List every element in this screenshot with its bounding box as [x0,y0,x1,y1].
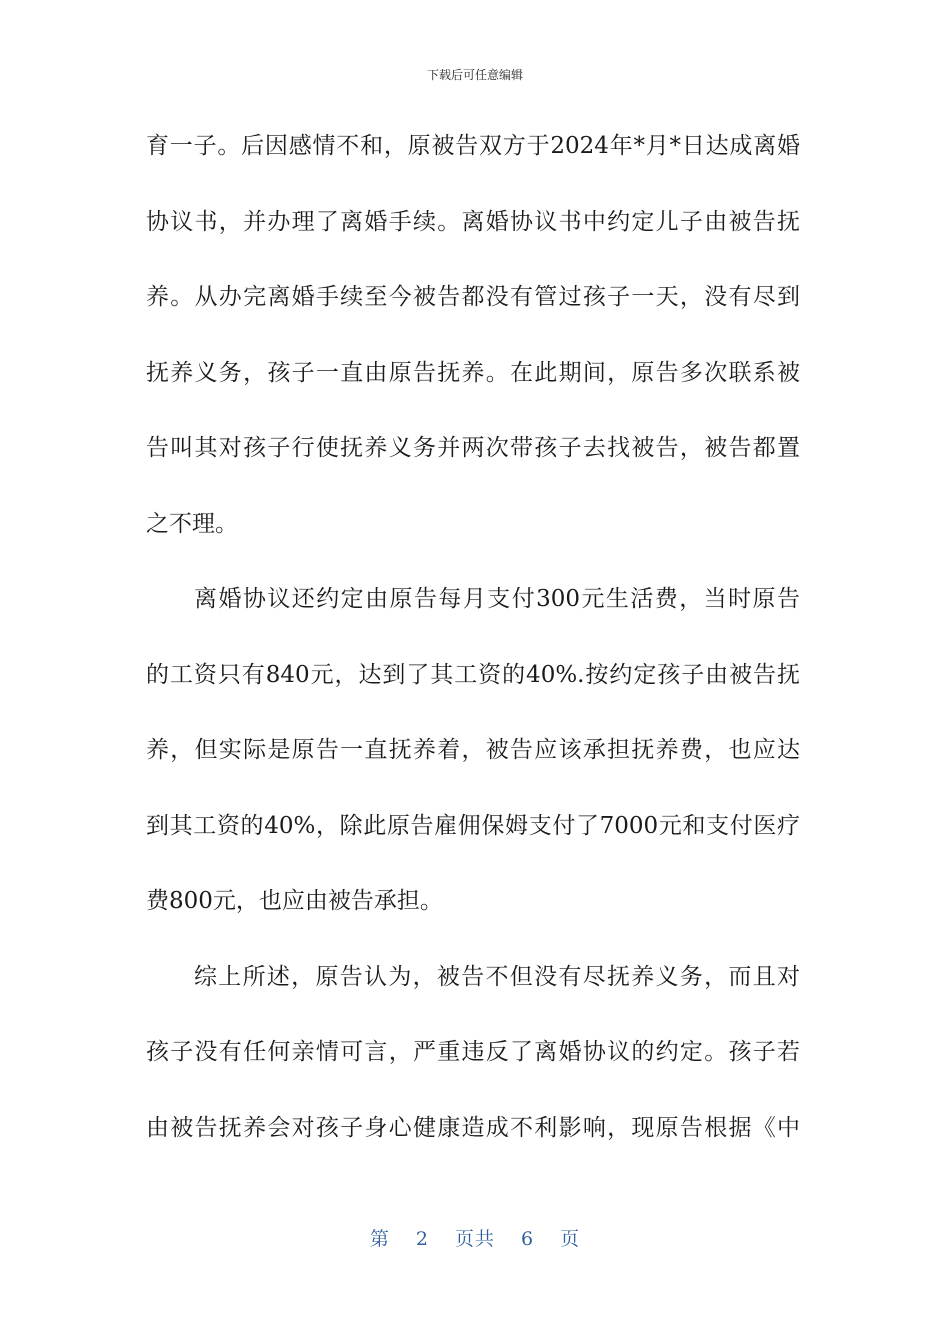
paragraph-line: 离婚协议还约定由原告每月支付300元生活费，当时原告 [194,586,800,612]
page-label-mid: 页共 [454,1228,495,1250]
page-total: 6 [521,1228,535,1250]
paragraph-line: 抚养义务，孩子一直由原告抚养。在此期间，原告多次联系被 [146,359,800,386]
paragraph-line: 的工资只有840元，达到了其工资的40%.按约定孩子由被告抚 [146,661,800,688]
paragraph-line: 养，但实际是原告一直抚养着，被告应该承担抚养费，也应达 [146,737,800,763]
paragraph-line: 到其工资的40%，除此原告雇佣保姆支付了7000元和支付医疗 [146,812,800,839]
paragraph-line: 告叫其对孩子行使抚养义务并两次带孩子去找被告，被告都置 [146,435,800,461]
page-footer [0,1224,950,1251]
paragraph-line: 孩子没有任何亲情可言，严重违反了离婚协议的约定。孩子若 [146,1039,800,1065]
header-note: 下载后可任意编辑 [426,68,523,82]
paragraph-line: 育一子。后因感情不和，原被告双方于2024年*月*日达成离婚 [146,133,800,159]
paragraph-line: 之不理。 [146,510,238,537]
page-label-prefix: 第 [369,1228,390,1250]
paragraph-line: 综上所述，原告认为，被告不但没有尽抚养义务，而且对 [194,963,800,990]
paragraph-line: 由被告抚养会对孩子身心健康造成不利影响，现原告根据《中 [146,1114,800,1141]
page-current: 2 [415,1228,429,1250]
page-label-suffix: 页 [560,1228,581,1250]
paragraph-line: 协议书，并办理了离婚手续。离婚协议书中约定儿子由被告抚 [146,208,800,235]
paragraph-line: 养。从办完离婚手续至今被告都没有管过孩子一天，没有尽到 [146,284,800,310]
document-body [146,124,800,1181]
paragraph-line: 费800元，也应由被告承担。 [146,888,443,914]
